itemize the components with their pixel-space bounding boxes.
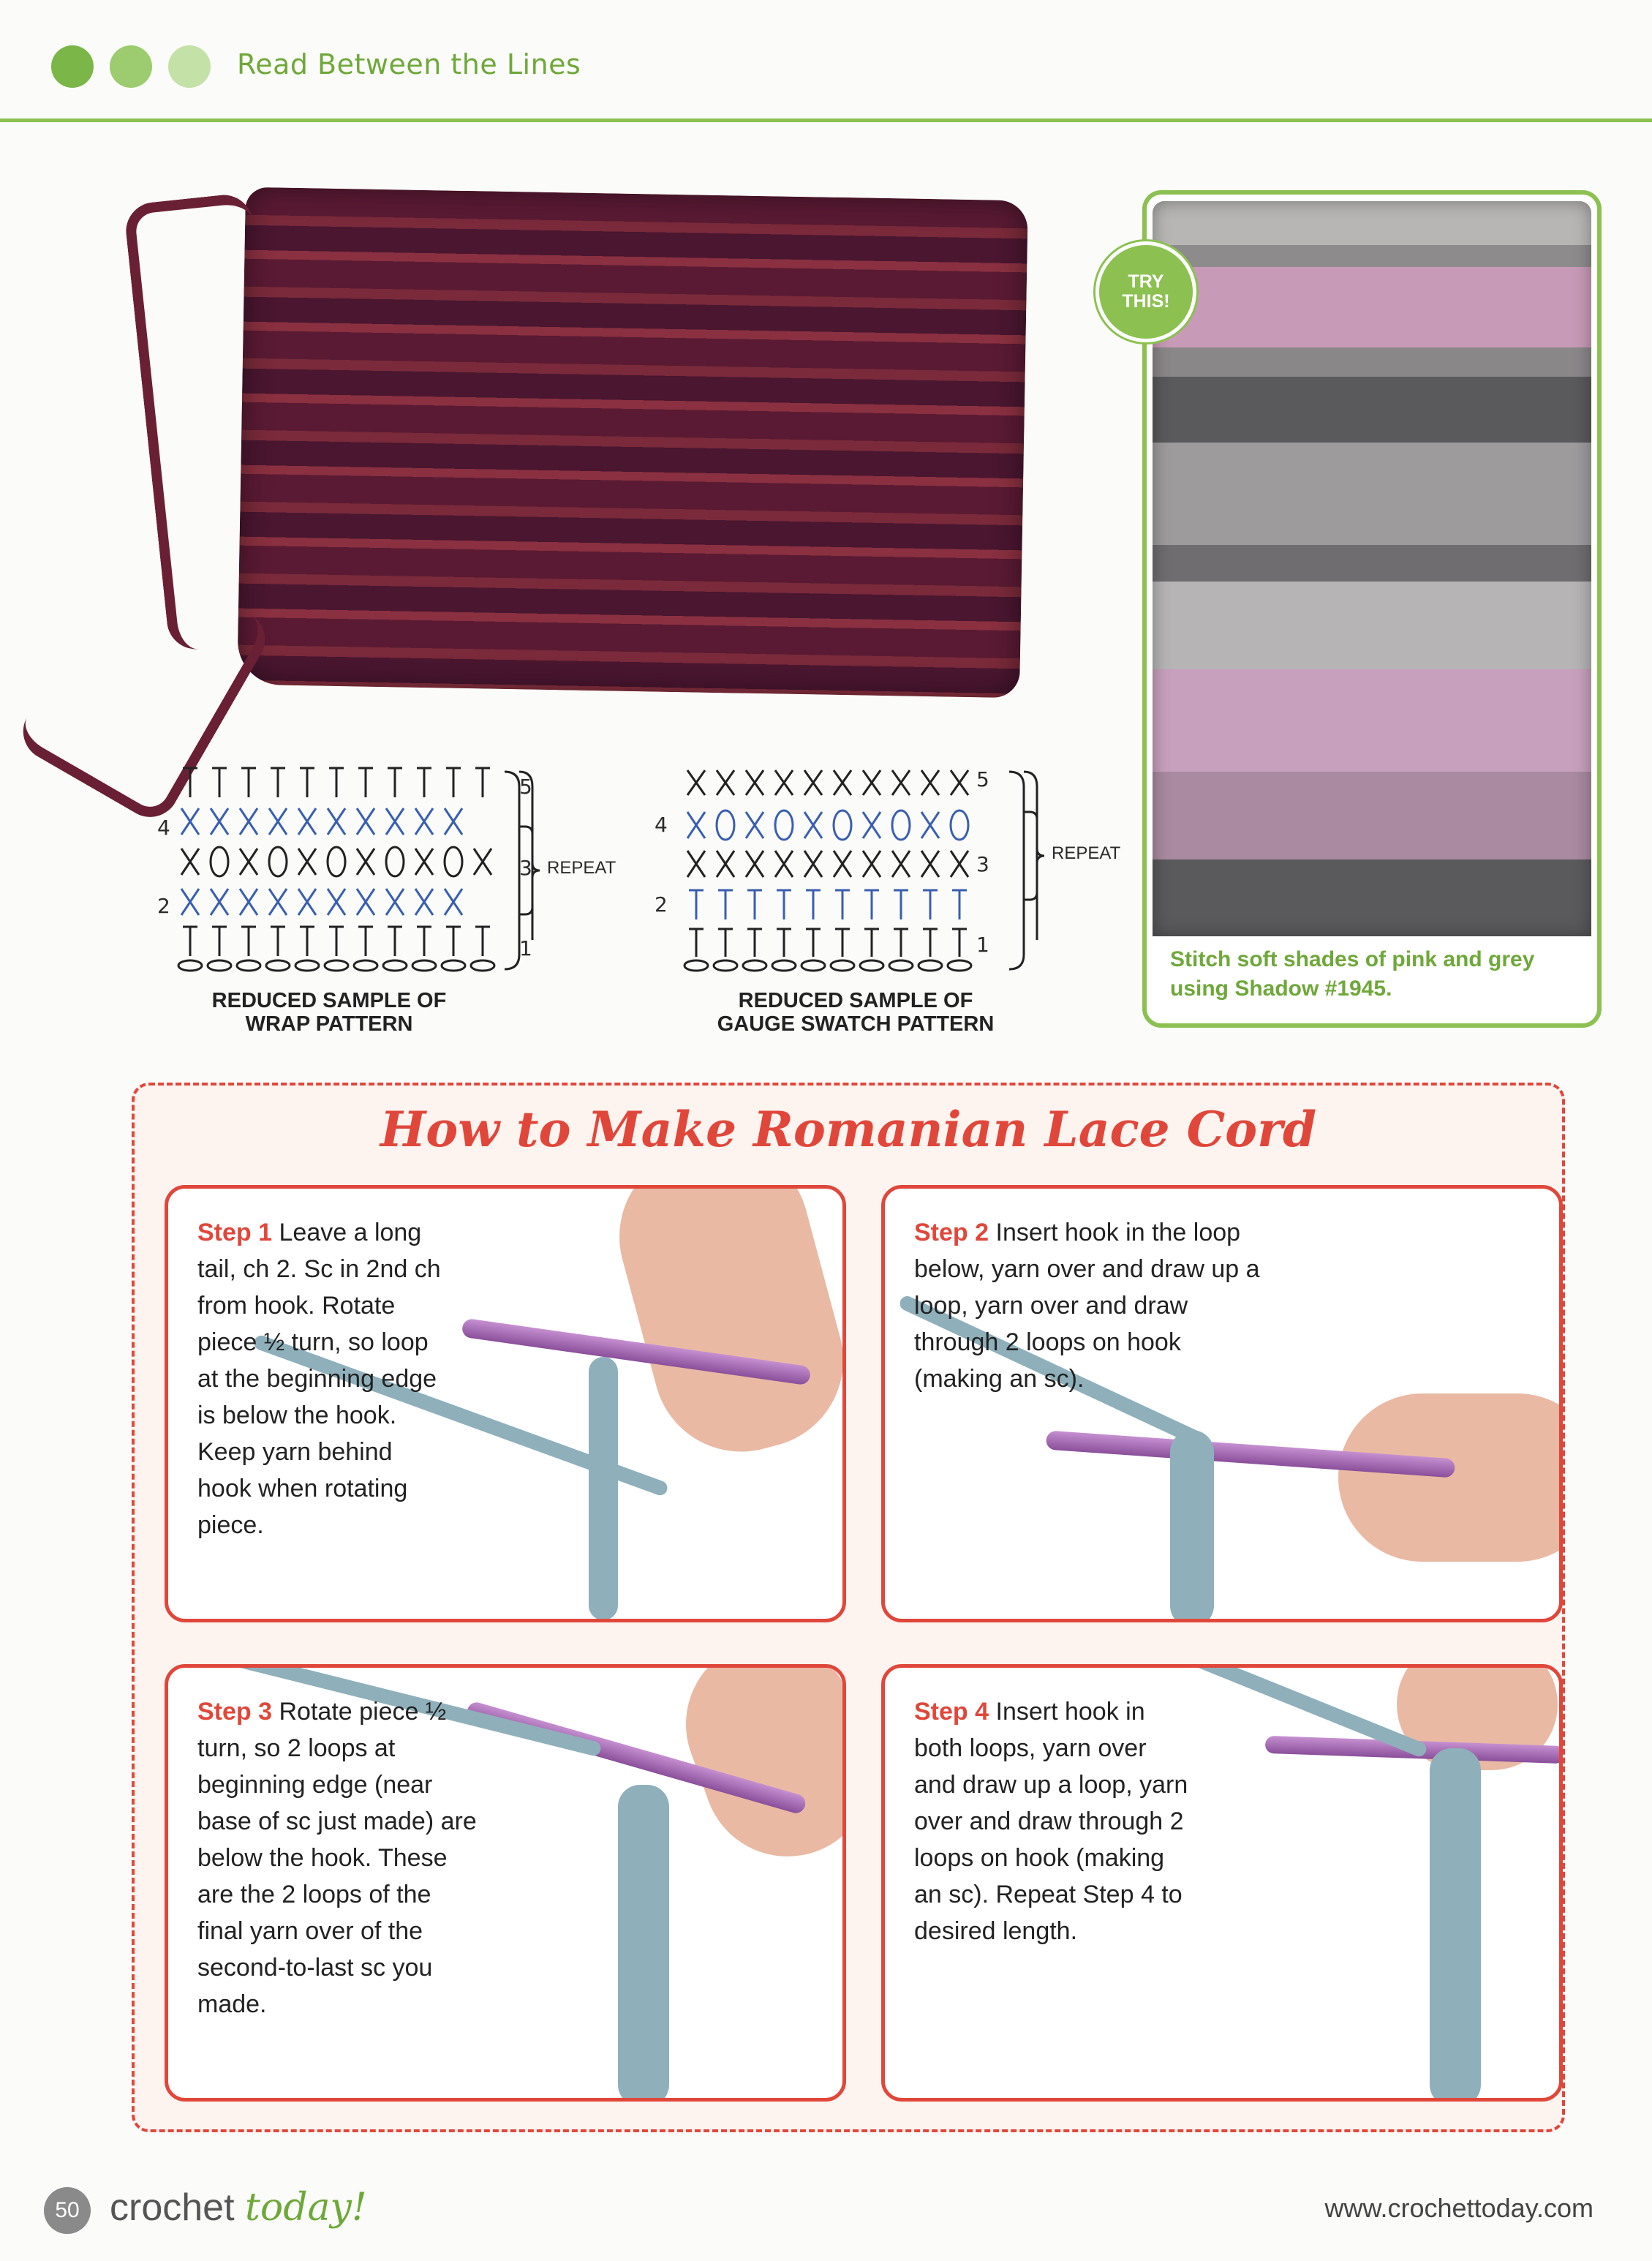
wrap-row-1: 1 — [519, 936, 532, 960]
wrap-row-2: 2 — [157, 894, 170, 918]
website-link[interactable]: www.crochettoday.com — [1324, 2193, 1593, 2223]
yarn-loop — [589, 1357, 618, 1620]
wrap-row-3: 3 — [519, 856, 532, 880]
section-title: Read Between the Lines — [237, 48, 581, 80]
yarn-loop — [618, 1785, 669, 2102]
step-1-card — [165, 1185, 846, 1622]
hand-photo — [600, 1185, 846, 1471]
gauge-row-1: 1 — [976, 933, 989, 957]
try-this-caption: Stitch soft shades of pink and grey using Shadow #1945. — [1170, 947, 1535, 1001]
gauge-row-4: 4 — [655, 813, 668, 837]
gauge-repeat-label: REPEAT — [1052, 843, 1121, 863]
hand-photo — [1338, 1393, 1563, 1562]
yarn-loop — [1170, 1430, 1214, 1622]
header-dot-3 — [168, 45, 211, 88]
step-2-text: Step 2 Insert hook in the loop below, yarn over and draw up a loop, yarn over and draw through 2 loops on hook (making an sc). — [914, 1219, 1260, 1393]
wrap-row-5: 5 — [519, 775, 532, 799]
wrap-diagram-caption: REDUCED SAMPLE OF WRAP PATTERN — [211, 989, 447, 1036]
wrap-row-4: 4 — [157, 816, 170, 840]
magazine-logo: crochet today! — [110, 2186, 367, 2230]
cord-tutorial-title: How to Make Romanian Lace Cord — [380, 1101, 1317, 1158]
yarn-loop — [1430, 1748, 1481, 2102]
step-1-text: Step 1 Leave a long tail, ch 2. Sc in 2nd ch from hook. Rotate piece ½ turn, so loop at the beginning edge is below the hook. Keep yarn behind hook when rotating piece. — [197, 1219, 441, 1539]
step-3-text: Step 3 Rotate piece ½ turn, so 2 loops at beginning edge (near base of sc just made) are below the hook. These are the 2 loops of the final yarn over of the second-to-last sc you made. — [197, 1698, 477, 2018]
gauge-row-2: 2 — [655, 892, 668, 917]
wrap-stitch-diagram — [146, 757, 658, 977]
step-2-card — [881, 1185, 1563, 1622]
gauge-row-5: 5 — [976, 767, 989, 791]
wrap-repeat-label: REPEAT — [547, 858, 616, 878]
header-dot-2 — [110, 45, 152, 88]
gauge-row-3: 3 — [976, 852, 989, 876]
gauge-diagram-caption: REDUCED SAMPLE OF GAUGE SWATCH PATTERN — [717, 989, 995, 1036]
step-3-card — [165, 1664, 846, 2102]
step-4-text: Step 4 Insert hook in both loops, yarn over and draw up a loop, yarn over and draw through 2 loops on hook (making an sc). Repeat Step 4 to desired length. — [914, 1698, 1188, 1945]
step-4-card — [881, 1664, 1563, 2102]
wrap-sample-photo — [237, 187, 1028, 699]
swatch-photo — [1153, 201, 1591, 936]
header-divider — [0, 118, 1652, 122]
page-number: 50 — [44, 2187, 91, 2234]
try-this-badge: TRY THIS! — [1095, 241, 1196, 342]
gauge-stitch-diagram — [644, 757, 1155, 977]
header-dot-1 — [51, 45, 94, 88]
